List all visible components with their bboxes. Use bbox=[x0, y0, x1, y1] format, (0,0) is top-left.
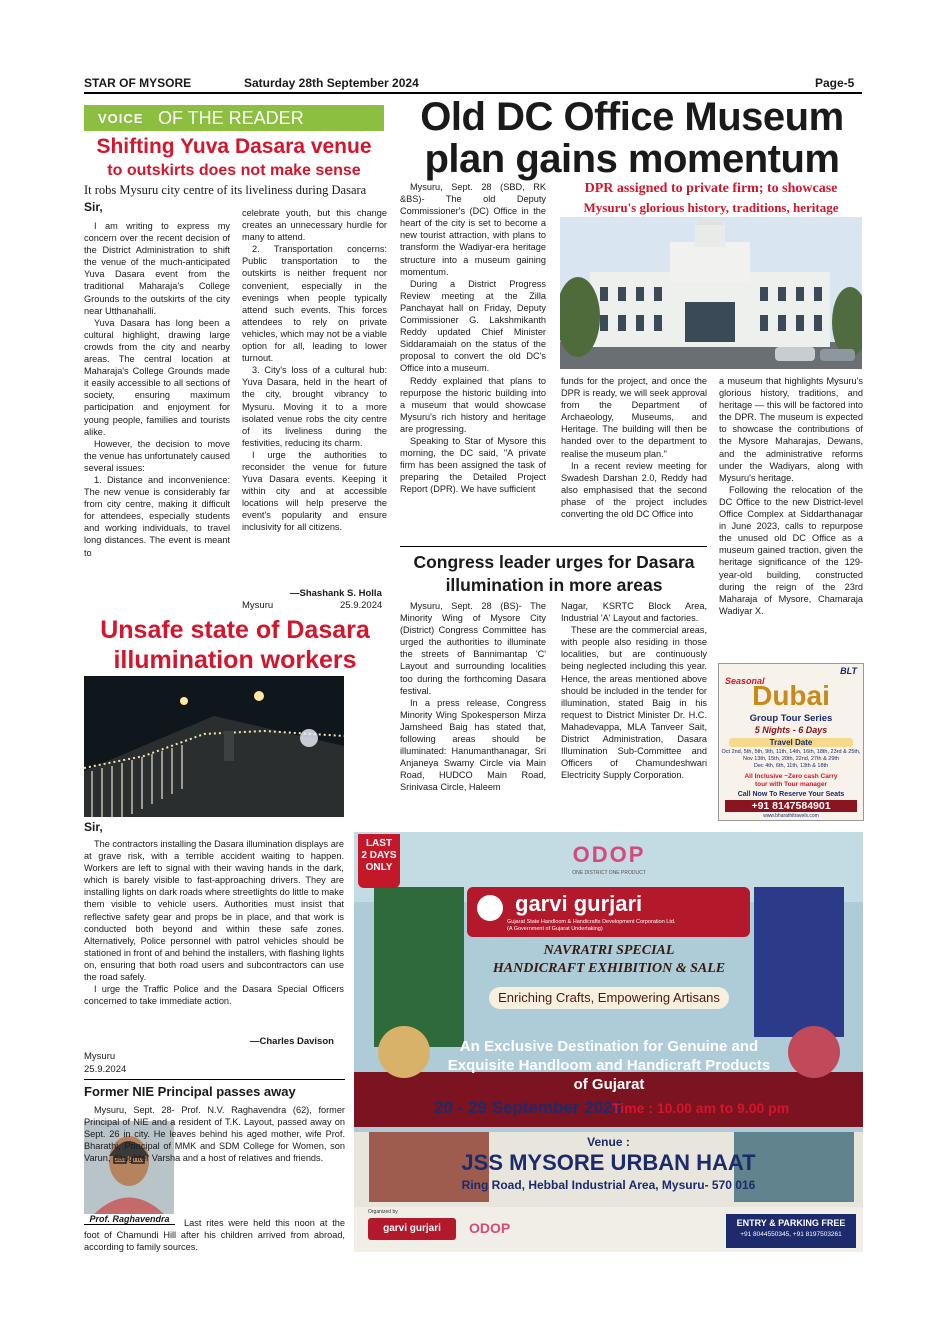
dubai-seasonal: Seasonal bbox=[725, 676, 765, 686]
entry-panel bbox=[726, 1214, 856, 1248]
dubai-dates-line: Nov 13th, 15th, 20th, 22nd, 27th & 29th bbox=[742, 756, 840, 762]
garvi-gurjari-ad[interactable] bbox=[354, 832, 863, 1252]
entry-phones: +91 8044550345, +91 8197503261 bbox=[740, 1231, 842, 1238]
headline-line: Unsafe state of Dasara bbox=[100, 616, 370, 644]
voice-banner bbox=[84, 105, 384, 131]
dubai-brand: BLT bbox=[840, 666, 857, 676]
headline-line: illumination workers bbox=[113, 646, 357, 674]
headline-line: Old DC Office Museum bbox=[420, 95, 844, 139]
dubai-dates bbox=[721, 749, 861, 770]
letter1-date: 25.9.2024 bbox=[340, 600, 383, 611]
dc-office-photo bbox=[560, 217, 862, 369]
letter2-salutation: Sir, bbox=[84, 820, 103, 834]
letter1-col1 bbox=[84, 220, 230, 559]
brand-sub-line: Gujarat State Handloom & Handicrafts Development Corporation Ltd. bbox=[507, 919, 676, 925]
last-days-badge bbox=[358, 834, 400, 888]
museum-deck1: DPR assigned to private firm; to showcase bbox=[584, 181, 838, 196]
masthead-rule bbox=[84, 92, 862, 94]
paragraph: However, the decision to move the venue has unfortunately caused several issues: bbox=[84, 438, 230, 473]
paragraph: 1. Distance and inconvenience: The new venue is considerably far from city centre, making it difficult for attendees, especially students and working individuals, to travel long distances. The event is meant to bbox=[84, 474, 230, 558]
letter1-headline: Shifting Yuva Dasara venue bbox=[96, 135, 372, 158]
illumination-photo bbox=[84, 676, 344, 817]
letter1-deck: It robs Mysuru city centre of its liveliness during Dasara bbox=[84, 183, 367, 197]
paragraph: Following the relocation of the DC Office to the new District-level Office Complex at Siddarthanagar in June 2023, calls to repurpose the unused old DC Office as a museum gained traction, given the heritage significance of the 129-year-old building, constructed during the reign of the 23rd Maharaja of Mysore, Chamaraja Wadiyar X. bbox=[719, 484, 863, 616]
obit-lead-line1 bbox=[84, 1104, 345, 1164]
dubai-dates-line: Oct 2nd, 5th, 5th, 9th, 11th, 14th, 16th, 18th, 23rd & 25th, bbox=[721, 749, 861, 755]
paragraph: Mysuru, Sept. 28 (BS)- The Minority Wing of Mysore City (District) Congress Committee has urged the authorities to illuminate the streets of Bannimantap 'C' Layout and surrounding localities too during the forthcoming Dasara festival. bbox=[400, 601, 546, 696]
paragraph: During a District Progress Review meeting at the Zilla Panchayat hall on Friday, Deputy Commissioner G. Lakshmikanth Reddy updated Chief Minister Siddaramaiah on the status of the proposal to convert the old DC's Office into a museum. bbox=[400, 278, 546, 374]
dubai-series: Group Tour Series bbox=[749, 713, 833, 724]
dubai-nights: 5 Nights - 6 Days bbox=[754, 725, 828, 735]
brand-panel bbox=[467, 887, 750, 937]
desc-line: An Exclusive Destination for Genuine and bbox=[459, 1038, 759, 1055]
congress-rule bbox=[400, 546, 707, 547]
event-time: Time : 10.00 am to 9.00 pm bbox=[612, 1100, 790, 1116]
venue-name: JSS MYSORE URBAN HAAT bbox=[461, 1150, 756, 1175]
letter1-headline-sub: to outskirts does not make sense bbox=[107, 162, 361, 179]
paragraph: Nagar, KSRTC Block Area, Industrial 'A' Layout and factories. bbox=[561, 601, 707, 624]
letter2-body bbox=[84, 838, 344, 1007]
letter1-place: Mysuru bbox=[242, 600, 274, 611]
event-title-line: NAVRATRI SPECIAL bbox=[543, 943, 675, 958]
paragraph: The contractors installing the Dasara illumination displays are at grave risk, with a terrible accident waiting to happen. Workers are left to signal with their waving hands in the dark, which is barely visible to fast-approaching drivers. They are installing lights on dark roads where streetlights do little to make them visible to vehicle users. Authorities must insist that reflective safety gear and props be in place, and that work is conducted both beyond and within these safe zones. Alternatively, Police personnel with patrol vehicles should be stationed in front of and behind the installers, with flashing lights on, ensuring that both road users and subcontractors can use the road safely. bbox=[84, 839, 344, 983]
congress-col1 bbox=[400, 600, 546, 794]
paragraph: Mysuru, Sept. 28 (SBD, RK &BS)- The old Deputy Commissioner's (DC) Office in the heart of the city is set to become a new tourist attraction, with plans to transform the Wadiyar-era heritage structure into a museum gaining momentum. bbox=[400, 182, 546, 277]
obit-rites bbox=[84, 1217, 345, 1253]
paragraph: These are the commercial areas, with people also residing in those localities, but are continuously being neglected including this year. Hence, the areas mentioned above should be included in the tender for illumination, stated Baig in his request to District Minister Dr. H.C. Mahadevappa, MLA Tanveer Sait, District Administration, Dasara Illumination Sub-Committee and Officers of Chamundeshwari Electricity Supply Corporation. bbox=[561, 625, 707, 781]
dubai-offer-line: tour with Tour manager bbox=[754, 781, 828, 788]
dubai-travel-label: Travel Date bbox=[729, 738, 853, 747]
obit-rule bbox=[84, 1079, 345, 1080]
museum-headline bbox=[398, 96, 866, 180]
letter1-signature: —Shashank S. Holla bbox=[290, 588, 382, 599]
museum-col3 bbox=[719, 375, 863, 617]
letter2-date: 25.9.2024 bbox=[84, 1064, 127, 1075]
dubai-web[interactable]: www.bharathitravels.com bbox=[763, 813, 819, 819]
paragraph: Yuva Dasara has long been a cultural highlight, drawing large crowds from the city and nearby areas. The central location at Maharaja's College Grounds made it easily accessible to all sections of society, ensuring maximum participation and enjoyment for young people, families and tourists alike. bbox=[84, 317, 230, 437]
letter1-salutation: Sir, bbox=[84, 200, 103, 214]
headline-line: plan gains momentum bbox=[424, 137, 840, 181]
paragraph: 3. City's loss of a cultural hub: Yuva Dasara, held in the heart of the city, brought vibrancy to Mysuru. Moving it to a more isolated venue robs the city centre of its liveliness during the festivities, reducing its charm. bbox=[242, 365, 387, 448]
paragraph: Reddy explained that plans to repurpose the historic building into a museum that would showcase Mysuru's rich history and heritage are progressing. bbox=[400, 375, 546, 434]
odop-sub: ONE DISTRICT ONE PRODUCT bbox=[572, 870, 646, 876]
badge-line: ONLY bbox=[365, 862, 393, 873]
voice-label-rest: OF THE READER bbox=[158, 108, 304, 128]
dubai-offer bbox=[723, 773, 859, 789]
brand-sub bbox=[507, 919, 747, 933]
paragraph: a museum that highlights Mysuru's glorious history, traditions, and heritage — this will be factored into the DPR. The museum is expected to showcase the contributions of the Mysore Maharajas, Dewans, and the administrative reforms under the Wadiyars, along with Mysuru's heritage. bbox=[719, 376, 863, 483]
paragraph: In a recent review meeting for Swadesh Darshan 2.0, Reddy had also emphasised that the second phase of the project includes converting the old DC Office into bbox=[561, 460, 707, 520]
dubai-call: Call Now To Reserve Your Seats bbox=[737, 791, 845, 798]
venue-address: Ring Road, Hebbal Industrial Area, Mysuru- 570 016 bbox=[461, 1178, 756, 1192]
brand-sub-line: (A Government of Gujarat Undertaking) bbox=[507, 926, 603, 932]
congress-headline bbox=[398, 551, 710, 597]
paragraph: I am writing to express my concern over the recent decision of the District Administration to shift the venue of the much-anticipated Yuva Dasara event from the traditional Maharaja's College Grounds to the outskirts of the city near Utthanahalli. bbox=[84, 221, 230, 316]
letter1-col2 bbox=[242, 207, 387, 534]
paragraph: Last rites were held this noon at the foot of Chamundi Hill after his children arrived from abroad, according to family sources. bbox=[84, 1218, 345, 1253]
odop-logo: ODOP bbox=[572, 842, 646, 867]
paragraph: In a press release, Congress Minority Wing Spokesperson Mirza Jamsheed Baig has stated that, following areas should be illuminated: Hanumanthanagar, Sri Anjaneya Swamy Circle via Main Road, HUDCO Main Road, Srinivasa Circle, Haleem bbox=[400, 697, 546, 793]
footer-brand-logo: garvi gurjari bbox=[368, 1218, 456, 1240]
event-dates: 20 - 29 September 2024 bbox=[434, 1098, 623, 1117]
paragraph: I urge the Traffic Police and the Dasara Special Officers concerned to take immediate action. bbox=[84, 984, 344, 1007]
event-title bbox=[464, 942, 754, 978]
headline-line: Congress leader urges for Dasara bbox=[413, 552, 695, 572]
entry-free: ENTRY & PARKING FREE bbox=[736, 1218, 846, 1228]
paper-name: STAR OF MYSORE bbox=[84, 76, 192, 90]
desc-line: Exquisite Handloom and Handicraft Products of Gujarat bbox=[447, 1057, 771, 1093]
dubai-title: Dubai bbox=[752, 680, 830, 711]
museum-col2 bbox=[561, 375, 707, 520]
paragraph: I urge the authorities to reconsider the venue for future Yuva Dasara events. Keeping it within city and at accessible locations will help preserve the event's popularity and ensure inclusivity for all citizens. bbox=[242, 449, 387, 533]
organizer-label: Organized by bbox=[368, 1209, 398, 1215]
dubai-dates-line: Dec 4th, 6th, 11th, 13th & 18th bbox=[753, 763, 829, 769]
issue-date: Saturday 28th September 2024 bbox=[244, 76, 419, 90]
headline-line: illumination in more areas bbox=[445, 575, 663, 595]
paragraph: 2. Transportation concerns: Public transportation to the outskirts is neither frequent nor convenient, especially in the evenings when people typically attend such events. This forces attendees to rely on private vehicles, which may not be a viable option for all, leading to lower turnout. bbox=[242, 244, 387, 364]
event-title-line: HANDICRAFT EXHIBITION & SALE bbox=[492, 961, 726, 976]
ad-description bbox=[444, 1037, 774, 1094]
paragraph: Speaking to Star of Mysore this morning, the DC said, "A private firm has been assigned the task of preparing the Detailed Project Report (DPR). We have sufficient bbox=[400, 435, 546, 495]
letter2-signature: —Charles Davison bbox=[250, 1036, 334, 1047]
museum-col1 bbox=[400, 181, 546, 495]
paragraph: celebrate youth, but this change creates an unnecessary hurdle for many to attend. bbox=[242, 208, 387, 243]
congress-col2 bbox=[561, 600, 707, 781]
paragraph: funds for the project, and once the DPR is ready, we will seek approval from the Department of Archaeology, Museums, and Heritage. The building will then be handed over to the department to realise the museum plan." bbox=[561, 376, 707, 459]
voice-label: VOICE bbox=[98, 111, 144, 126]
venue-label: Venue : bbox=[587, 1135, 630, 1149]
footer-odop-logo: ODOP bbox=[469, 1220, 511, 1236]
badge-line: LAST bbox=[365, 838, 393, 849]
brand-emblem-icon bbox=[477, 895, 503, 921]
dubai-phone[interactable]: +91 8147584901 bbox=[725, 800, 857, 812]
obit-caption: Prof. Raghavendra bbox=[84, 1214, 175, 1225]
page-number: Page-5 bbox=[815, 76, 855, 90]
letter2-place: Mysuru bbox=[84, 1051, 116, 1062]
dubai-offer-line: All Inclusive ~Zero cash Carry bbox=[744, 773, 838, 780]
museum-deck2: Mysuru's glorious history, traditions, heritage bbox=[583, 200, 839, 215]
dubai-tour-ad[interactable] bbox=[718, 663, 864, 821]
letter2-headline bbox=[84, 615, 386, 675]
tagline: Enriching Crafts, Empowering Artisans bbox=[489, 987, 729, 1009]
brand-name: garvi gurjari bbox=[515, 891, 643, 916]
obit-lead: Mysuru, Sept. 28- Prof. N.V. Raghavendra (62), former Principal of NIE and a resident of T.K. Layout, passed away on Sept. 26 in city. He leaves behind his aged mother, wife Prof. Bharathi, Principal of MMK and SDM College for Women, son Varun, daughter Varsha and a host of relatives and friends. bbox=[84, 1105, 345, 1164]
obit-headline: Former NIE Principal passes away bbox=[84, 1084, 296, 1099]
badge-line: 2 DAYS bbox=[361, 850, 397, 861]
